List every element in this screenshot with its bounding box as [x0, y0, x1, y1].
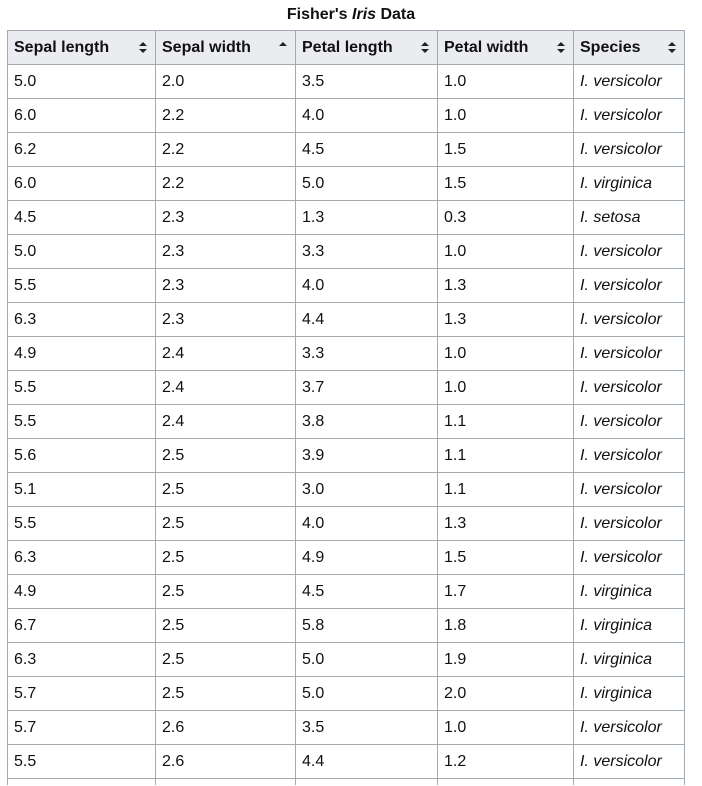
cell-sepal-width: 2.2	[156, 167, 296, 201]
cell-petal-length: 4.0	[296, 507, 438, 541]
cell-petal-length: 5.8	[296, 609, 438, 643]
cell-partial	[574, 779, 685, 786]
cell-petal-length: 5.0	[296, 167, 438, 201]
cell-species: I. virginica	[574, 643, 685, 677]
sort-icon[interactable]	[139, 41, 147, 55]
cell-sepal-width: 2.0	[156, 65, 296, 99]
cell-species: I. versicolor	[574, 303, 685, 337]
table-row	[8, 337, 685, 371]
sort-icon[interactable]	[421, 41, 429, 55]
column-header-label: Species	[580, 38, 641, 56]
cell-petal-length: 4.5	[296, 133, 438, 167]
cell-sepal-width: 2.5	[156, 507, 296, 541]
cell-petal-width: 1.7	[438, 575, 574, 609]
cell-sepal-length: 5.5	[8, 507, 156, 541]
cell-petal-length: 4.0	[296, 269, 438, 303]
cell-sepal-width: 2.5	[156, 609, 296, 643]
cell-species: I. versicolor	[574, 269, 685, 303]
column-header-petal-width[interactable]	[438, 31, 574, 65]
table-row	[8, 303, 685, 337]
cell-petal-length: 4.5	[296, 575, 438, 609]
cell-petal-width: 1.0	[438, 235, 574, 269]
cell-partial	[438, 779, 574, 786]
table-row	[8, 711, 685, 745]
cell-sepal-width: 2.5	[156, 643, 296, 677]
cell-species: I. versicolor	[574, 541, 685, 575]
cell-species: I. versicolor	[574, 371, 685, 405]
column-header-label: Sepal width	[162, 38, 251, 56]
table-row	[8, 575, 685, 609]
iris-data-table	[7, 30, 685, 785]
cell-petal-length: 4.9	[296, 541, 438, 575]
table-row	[8, 235, 685, 269]
cell-sepal-length: 4.9	[8, 575, 156, 609]
cell-petal-width: 1.0	[438, 371, 574, 405]
cell-sepal-length: 6.3	[8, 303, 156, 337]
cell-petal-width: 1.0	[438, 65, 574, 99]
cell-sepal-length: 5.5	[8, 745, 156, 779]
cell-species: I. setosa	[574, 201, 685, 235]
cell-petal-width: 1.1	[438, 473, 574, 507]
table-caption	[0, 4, 702, 26]
column-header-label: Petal length	[302, 38, 393, 56]
cell-sepal-width: 2.5	[156, 439, 296, 473]
cell-petal-width: 1.1	[438, 405, 574, 439]
cell-species: I. versicolor	[574, 65, 685, 99]
table-row	[8, 405, 685, 439]
cell-sepal-length: 6.0	[8, 167, 156, 201]
cell-sepal-width: 2.6	[156, 711, 296, 745]
cell-petal-length: 3.8	[296, 405, 438, 439]
cell-petal-width: 1.3	[438, 507, 574, 541]
cell-sepal-length: 4.9	[8, 337, 156, 371]
cell-sepal-length: 5.7	[8, 677, 156, 711]
table-row	[8, 371, 685, 405]
table-body	[8, 65, 685, 786]
cell-petal-width: 1.1	[438, 439, 574, 473]
cell-petal-length: 5.0	[296, 643, 438, 677]
cell-species: I. versicolor	[574, 439, 685, 473]
cell-sepal-length: 6.2	[8, 133, 156, 167]
cell-petal-width: 1.9	[438, 643, 574, 677]
cell-sepal-length: 5.5	[8, 371, 156, 405]
cell-sepal-width: 2.5	[156, 541, 296, 575]
cell-petal-width: 2.0	[438, 677, 574, 711]
caption-pre: Fisher's	[286, 6, 353, 23]
cell-sepal-width: 2.3	[156, 303, 296, 337]
cell-partial	[156, 779, 296, 786]
cell-species: I. versicolor	[574, 711, 685, 745]
cell-species: I. virginica	[574, 609, 685, 643]
cell-sepal-length: 5.0	[8, 65, 156, 99]
cell-petal-width: 1.2	[438, 745, 574, 779]
cell-sepal-length: 6.7	[8, 609, 156, 643]
table-row	[8, 269, 685, 303]
cell-species: I. virginica	[574, 575, 685, 609]
sort-ascending-icon[interactable]	[279, 41, 287, 55]
table-row	[8, 541, 685, 575]
cell-petal-length: 4.4	[296, 745, 438, 779]
cell-species: I. versicolor	[574, 405, 685, 439]
cell-petal-width: 1.5	[438, 541, 574, 575]
cell-species: I. versicolor	[574, 507, 685, 541]
cell-petal-length: 3.7	[296, 371, 438, 405]
cell-petal-length: 3.0	[296, 473, 438, 507]
cell-petal-length: 3.5	[296, 711, 438, 745]
cell-sepal-width: 2.3	[156, 235, 296, 269]
table-row	[8, 643, 685, 677]
column-header-petal-length[interactable]	[296, 31, 438, 65]
caption-italic: Iris	[352, 6, 377, 23]
cell-sepal-width: 2.4	[156, 337, 296, 371]
cell-sepal-length: 5.7	[8, 711, 156, 745]
cell-petal-width: 1.5	[438, 167, 574, 201]
column-header-label: Petal width	[444, 38, 529, 56]
cell-species: I. versicolor	[574, 745, 685, 779]
table-row	[8, 473, 685, 507]
cell-sepal-length: 6.0	[8, 99, 156, 133]
cell-petal-length: 5.0	[296, 677, 438, 711]
cell-sepal-length: 6.3	[8, 541, 156, 575]
cell-partial	[8, 779, 156, 786]
cell-sepal-width: 2.5	[156, 575, 296, 609]
table-row	[8, 167, 685, 201]
cell-sepal-length: 5.0	[8, 235, 156, 269]
cell-sepal-length: 5.5	[8, 269, 156, 303]
table-row	[8, 677, 685, 711]
table-row	[8, 99, 685, 133]
cell-sepal-length: 5.5	[8, 405, 156, 439]
table-row	[8, 745, 685, 779]
cell-petal-width: 0.3	[438, 201, 574, 235]
cell-sepal-length: 5.6	[8, 439, 156, 473]
caption-post: Data	[376, 6, 416, 23]
cell-petal-length: 3.9	[296, 439, 438, 473]
cell-petal-width: 1.3	[438, 269, 574, 303]
cell-petal-width: 1.0	[438, 99, 574, 133]
cell-species: I. virginica	[574, 677, 685, 711]
cell-species: I. versicolor	[574, 133, 685, 167]
sort-icon[interactable]	[557, 41, 565, 55]
table-row	[8, 201, 685, 235]
cell-sepal-width: 2.5	[156, 473, 296, 507]
cell-sepal-length: 4.5	[8, 201, 156, 235]
cell-petal-length: 3.3	[296, 337, 438, 371]
cell-petal-length: 3.5	[296, 65, 438, 99]
cell-sepal-width: 2.6	[156, 745, 296, 779]
cell-sepal-width: 2.3	[156, 201, 296, 235]
cell-petal-length: 4.0	[296, 99, 438, 133]
cell-sepal-width: 2.2	[156, 133, 296, 167]
table-row	[8, 65, 685, 99]
cell-petal-length: 3.3	[296, 235, 438, 269]
table-row	[8, 439, 685, 473]
sort-icon[interactable]	[668, 41, 676, 55]
table-row	[8, 133, 685, 167]
cell-petal-length: 1.3	[296, 201, 438, 235]
cell-petal-width: 1.0	[438, 337, 574, 371]
cell-sepal-width: 2.4	[156, 405, 296, 439]
cell-species: I. versicolor	[574, 473, 685, 507]
cell-petal-width: 1.5	[438, 133, 574, 167]
cell-sepal-length: 5.1	[8, 473, 156, 507]
cell-petal-width: 1.3	[438, 303, 574, 337]
cell-species: I. versicolor	[574, 99, 685, 133]
cell-sepal-width: 2.4	[156, 371, 296, 405]
cell-sepal-width: 2.5	[156, 677, 296, 711]
table-row	[8, 609, 685, 643]
column-header-sepal-length[interactable]	[8, 31, 156, 65]
table-row-partial	[8, 779, 685, 786]
header-row	[8, 31, 685, 65]
cell-petal-length: 4.4	[296, 303, 438, 337]
cell-species: I. versicolor	[574, 337, 685, 371]
column-header-label: Sepal length	[14, 38, 110, 56]
table-row	[8, 507, 685, 541]
column-header-sepal-width[interactable]	[156, 31, 296, 65]
cell-sepal-length: 6.3	[8, 643, 156, 677]
cell-species: I. versicolor	[574, 235, 685, 269]
cell-sepal-width: 2.3	[156, 269, 296, 303]
cell-petal-width: 1.0	[438, 711, 574, 745]
cell-sepal-width: 2.2	[156, 99, 296, 133]
cell-petal-width: 1.8	[438, 609, 574, 643]
cell-species: I. virginica	[574, 167, 685, 201]
column-header-species[interactable]	[574, 31, 685, 65]
cell-partial	[296, 779, 438, 786]
